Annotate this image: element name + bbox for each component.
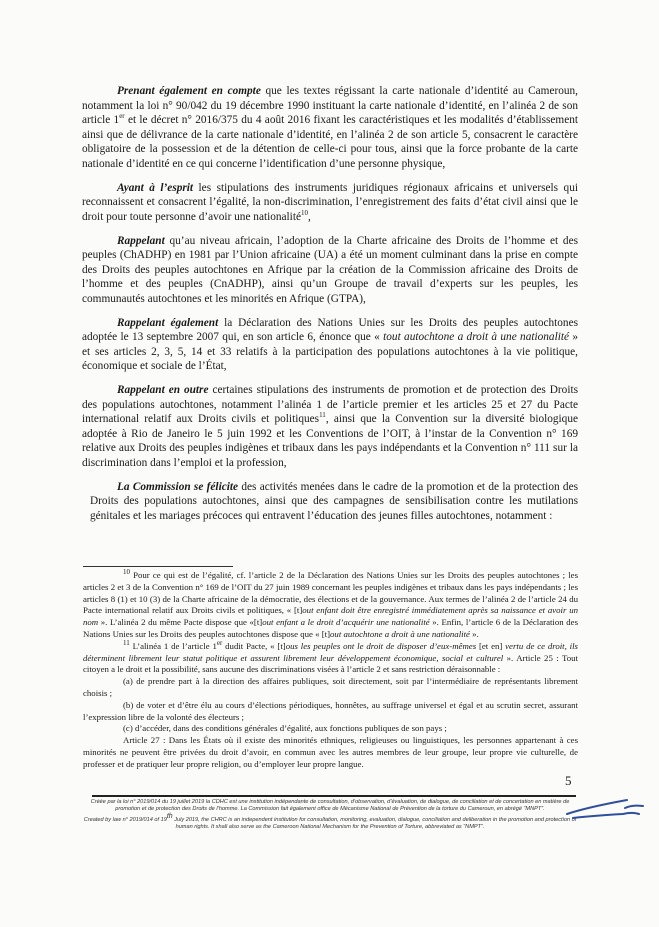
paragraph-text: certaines stipulations des instruments de promotion et de protection des Droits des populations autochtones, notamment l’alinéa 1 de l’article premier et les articles 25 et 27 du Pacte international relatif aux Droits civils et politiques [82, 384, 578, 425]
paragraph-rappelant-egalement [82, 316, 578, 374]
footnote-quote: out enfant doit être enregistré immédiatement après sa naissance et avoir un nom [83, 605, 579, 628]
page-footer [80, 799, 580, 835]
footnote-ref-11[interactable]: 11 [319, 411, 326, 420]
paragraph-text: et le décret n° 2016/375 du 4 août 2016 fixant les caractéristiques et les modalités d’établissement ainsi que de délivrance de la carte nationale d’identité, en l’alinéa 2 de son article 5, consacrent le caractère obligatoire de la possession et de la détention de celle-ci pour tous, ainsi que la force probante de la carte nationale d’identité en ce qui concerne l’identification d’une personne physique, [82, 114, 578, 170]
footnote-number: 11 [123, 638, 130, 647]
footnote-quote: vertu de ce droit, ils déterminent librement leur statut politique et assurent librement leur développement économique, social et culturel [83, 640, 578, 663]
footnote-quote: out autochtone a droit à une nationalité [330, 628, 470, 639]
superscript: er [216, 638, 223, 647]
paragraph-text: les stipulations des instruments juridiques régionaux africains et universels qui reconnaissent et consacrent l’égalité, la non-discrimination, l’enregistrement des faits d’état civil ainsi que le droit pour toute personne d’avoir une nationalité [82, 181, 578, 223]
footnote-article-27: Article 27 : Dans les États où il existe des minorités ethniques, religieuses ou linguistiques, les personnes appartenant à ces minorités ne peuvent être privées du droit d’avoir, en commun avec les autres membres de leur groupe, leur propre vie culturelle, de professer et de pratiquer leur propre religion, ou d’employer leur propre langue. [83, 735, 578, 769]
footnote-item-c: (c) d’accéder, dans des conditions générales d’égalité, aux fonctions publiques de son pays ; [123, 723, 447, 734]
footer-french: Créée par la loi n° 2019/014 du 19 juillet 2019 la CDHC est une institution indépendante de consultation, d’observation, d’évaluation, de dialogue, de conciliation et de concertation en matière de promotion et de protection des Droits de l’homme. La Commission fait également office de Mécanisme National de Prévention de la torture du Cameroun, en abrégé “MNPT”. [90, 799, 570, 813]
footnotes [83, 570, 578, 771]
footer-text: Created by law n° 2019/014 of 19 [83, 816, 167, 823]
paragraph-prenant [82, 84, 578, 171]
footnote-text: ». Enfin, l’article 6 de la Déclaration des Nations Unies sur les Droits des peuples autochtones dispose que « [t] [83, 617, 579, 639]
footer-divider [92, 795, 576, 797]
paragraph-text: » et ses articles 2, 3, 5, 14 et 33 relatifs à la participation des populations autochtones à la vie politique, économique et sociale de l’État, [82, 331, 578, 372]
paragraph-text: , [307, 210, 311, 223]
footer-text: July 2019, the CHRC is an independent institution for consultation, monitoring, evaluation, dialogue, conciliation and deliberation in the promotion and protection of human rights. It shall also serve as the Cameroon National Mechanism for the Prevention of Torture, abbreviated as “NMPT”. [172, 816, 577, 831]
superscript: th [166, 812, 173, 820]
footnote-text: ». [469, 628, 479, 639]
signature-mark-icon [565, 796, 645, 826]
footnote-quote: out enfant a le droit d’acquérir une nationalité [262, 617, 430, 628]
paragraph-text: la Déclaration des Nations Unies sur les Droits des peuples autochtones adoptée le 13 septembre 2007 qui, en son article 6, énonce que « [82, 316, 578, 343]
body-text [82, 84, 578, 533]
paragraph-lead: Rappelant également [117, 316, 219, 329]
paragraph-lead: La Commission se félicite [117, 480, 239, 493]
paragraph-lead: Rappelant en outre [117, 384, 209, 396]
footnote-text: L’alinéa 1 de l’article 1 [129, 640, 217, 651]
footnote-item-b: (b) de voter et d’être élu au cours d’élections périodiques, honnêtes, au suffrage universel et égal et au scrutin secret, assurant l’expression libre de la volonté des électeurs ; [83, 699, 578, 722]
footnote-11 [83, 638, 578, 676]
paragraph-rappelant-en-outre [82, 383, 578, 470]
paragraph-lead: Rappelant [117, 234, 165, 247]
paragraph-text: qu’au niveau africain, l’adoption de la Charte africaine des Droits de l’homme et des peuples (ChADHP) en 1981 par l’Union africaine (UA) a été un moment culminant dans la prise en compte des Droits des peuples autochtones en Afrique par la création de la Commission africaine des Droits de l’homme et des peuples (CnADHP), ainsi qu’un Groupe de travail d’experts sur les peuples, les communautés autochtones et les minorités en Afrique (GTPA), [82, 234, 578, 305]
paragraph-lead: Ayant à l’esprit [117, 181, 194, 194]
footnote-10 [83, 570, 578, 641]
paragraph-ayant [82, 181, 578, 225]
paragraph-text: des activités menées dans le cadre de la promotion et de la protection des Droits des populations autochtones, ainsi que des campagnes de sensibilisation contre les mutilations génitales et les mariages précoces qui entravent l’éducation des jeunes filles autochtones, notamment : [90, 480, 578, 522]
footnote-number: 10 [123, 568, 130, 577]
quoted-text: tout autochtone a droit à une nationalité [383, 331, 569, 343]
paragraph-text: , ainsi que la Convention sur la diversité biologique adoptée à Rio de Janeiro le 5 juin 1992 et les Conventions de l’OIT, à l’instar de la Convention n° 169 relative aux Droits des peuples indigènes et tribaux dans les pays indépendants et la Convention n° 111 sur la discrimination dans l’emploi et la profession, [82, 413, 578, 469]
footnote-text: ». Article 25 : Tout citoyen a le droit et la possibilité, sans aucune des discriminations visées à l’article 2 et sans restriction déraisonnable : [83, 652, 578, 675]
paragraph-commission [90, 480, 578, 524]
footer-english [80, 812, 580, 832]
footnote-text: Pour ce qui est de l’égalité, cf. l’article 2 de la Déclaration des Nations Unies sur les Droits des peuples autochtones ; les articles 2 et 3 de la Convention n° 169 de l’OIT du 27 juin 1989 concernant les peuples indigènes et tribaux dans les pays indépendants ; les articles 8 (1) et 10 (3) de la Charte africaine de la démocratie, des élections et de la gouvernance. Aux termes de l’alinéa 2 de l’article 24 du Pacte international relatif aux Droits civils et politiques, « [t] [83, 570, 578, 616]
page-number: 5 [565, 773, 572, 788]
footnote-item-a: (a) de prendre part à la direction des affaires publiques, soit directement, soit par l’intermédiaire de représentants librement choisis ; [83, 676, 578, 698]
footnote-text: ». L’alinéa 2 du même Pacte dispose que «[t] [98, 617, 263, 628]
footnote-divider [83, 566, 233, 567]
paragraph-text: que les textes régissant la carte nationale d’identité au Cameroun, notamment la loi n° 90/042 du 19 décembre 1990 instituant la carte nationale d’identité, en l’alinéa 2 de son article 1 [82, 85, 578, 126]
footnote-text: [et en] [476, 640, 506, 651]
superscript: er [119, 112, 125, 121]
paragraph-rappelant [82, 234, 578, 307]
paragraph-lead: Prenant également en compte [117, 85, 261, 97]
footnote-text: dudit Pacte, « [t] [222, 640, 286, 651]
footnote-ref-10[interactable]: 10 [300, 208, 308, 217]
footnote-quote: ous les peuples ont le droit de disposer d’eux-mêmes [285, 640, 477, 651]
